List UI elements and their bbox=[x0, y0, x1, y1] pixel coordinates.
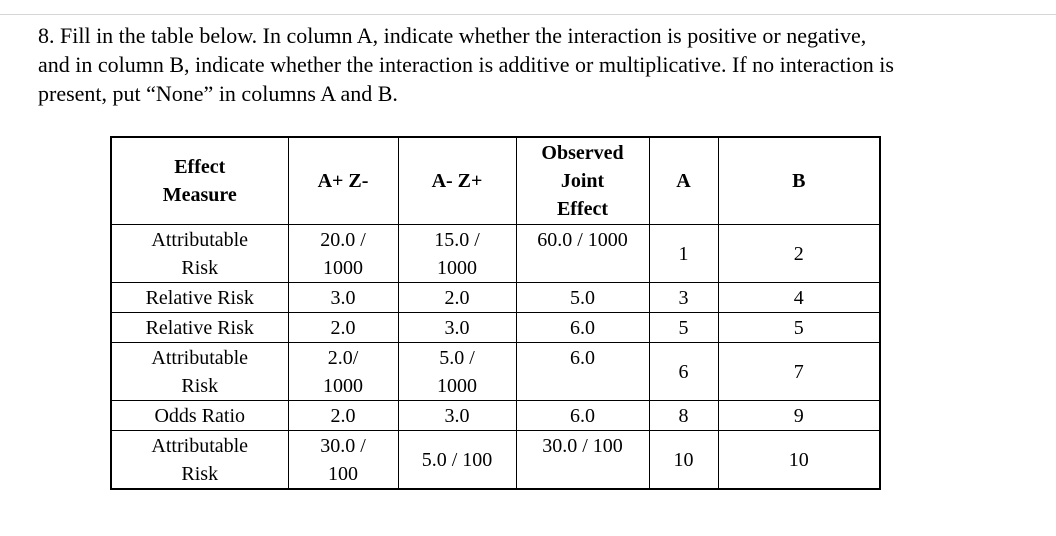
header-a: A bbox=[649, 137, 718, 225]
cell-observed-joint-effect: 60.0 / 1000 bbox=[516, 225, 649, 283]
cell-effect-measure: Odds Ratio bbox=[111, 401, 288, 431]
cell-b: 7 bbox=[718, 343, 880, 401]
cell-a-plus-z-minus: 2.0 bbox=[288, 313, 398, 343]
cell-a: 3 bbox=[649, 283, 718, 313]
header-observed-joint-effect: Observed Joint Effect bbox=[516, 137, 649, 225]
cell-effect-measure: Relative Risk bbox=[111, 313, 288, 343]
table-row bbox=[111, 283, 880, 313]
cell-a-minus-z-plus: 15.0 / 1000 bbox=[398, 225, 516, 283]
cell-a: 8 bbox=[649, 401, 718, 431]
header-a-minus-z-plus: A- Z+ bbox=[398, 137, 516, 225]
header-effect-measure: Effect Measure bbox=[111, 137, 288, 225]
table-row bbox=[111, 225, 880, 283]
header-b: B bbox=[718, 137, 880, 225]
cell-a-minus-z-plus: 3.0 bbox=[398, 401, 516, 431]
cell-a-minus-z-plus: 5.0 / 100 bbox=[398, 431, 516, 490]
cell-a-plus-z-minus: 2.0 bbox=[288, 401, 398, 431]
cell-a: 6 bbox=[649, 343, 718, 401]
cell-a-minus-z-plus: 2.0 bbox=[398, 283, 516, 313]
table-header-row bbox=[111, 137, 880, 225]
cell-b: 2 bbox=[718, 225, 880, 283]
question-text bbox=[38, 21, 1043, 108]
cell-a-plus-z-minus: 20.0 / 1000 bbox=[288, 225, 398, 283]
cell-effect-measure: Attributable Risk bbox=[111, 431, 288, 490]
cell-observed-joint-effect: 6.0 bbox=[516, 313, 649, 343]
table-row bbox=[111, 313, 880, 343]
table-row bbox=[111, 343, 880, 401]
cell-b: 5 bbox=[718, 313, 880, 343]
table-row bbox=[111, 431, 880, 490]
cell-b: 10 bbox=[718, 431, 880, 490]
cell-observed-joint-effect: 6.0 bbox=[516, 401, 649, 431]
top-divider bbox=[0, 14, 1056, 15]
question-line: present, put “None” in columns A and B. bbox=[38, 81, 398, 106]
cell-observed-joint-effect: 6.0 bbox=[516, 343, 649, 401]
cell-b: 4 bbox=[718, 283, 880, 313]
cell-a-plus-z-minus: 30.0 / 100 bbox=[288, 431, 398, 490]
cell-a-minus-z-plus: 3.0 bbox=[398, 313, 516, 343]
cell-effect-measure: Relative Risk bbox=[111, 283, 288, 313]
cell-effect-measure: Attributable Risk bbox=[111, 343, 288, 401]
cell-a-plus-z-minus: 2.0/ 1000 bbox=[288, 343, 398, 401]
cell-a-plus-z-minus: 3.0 bbox=[288, 283, 398, 313]
cell-b: 9 bbox=[718, 401, 880, 431]
cell-effect-measure: Attributable Risk bbox=[111, 225, 288, 283]
table-row bbox=[111, 401, 880, 431]
cell-a: 5 bbox=[649, 313, 718, 343]
question-line: and in column B, indicate whether the interaction is additive or multiplicative. If no interaction is bbox=[38, 52, 894, 77]
question-line: 8. Fill in the table below. In column A, indicate whether the interaction is positive or negative, bbox=[38, 23, 867, 48]
interaction-table bbox=[110, 136, 881, 490]
cell-a: 1 bbox=[649, 225, 718, 283]
header-a-plus-z-minus: A+ Z- bbox=[288, 137, 398, 225]
cell-a-minus-z-plus: 5.0 / 1000 bbox=[398, 343, 516, 401]
cell-observed-joint-effect: 5.0 bbox=[516, 283, 649, 313]
cell-observed-joint-effect: 30.0 / 100 bbox=[516, 431, 649, 490]
cell-a: 10 bbox=[649, 431, 718, 490]
